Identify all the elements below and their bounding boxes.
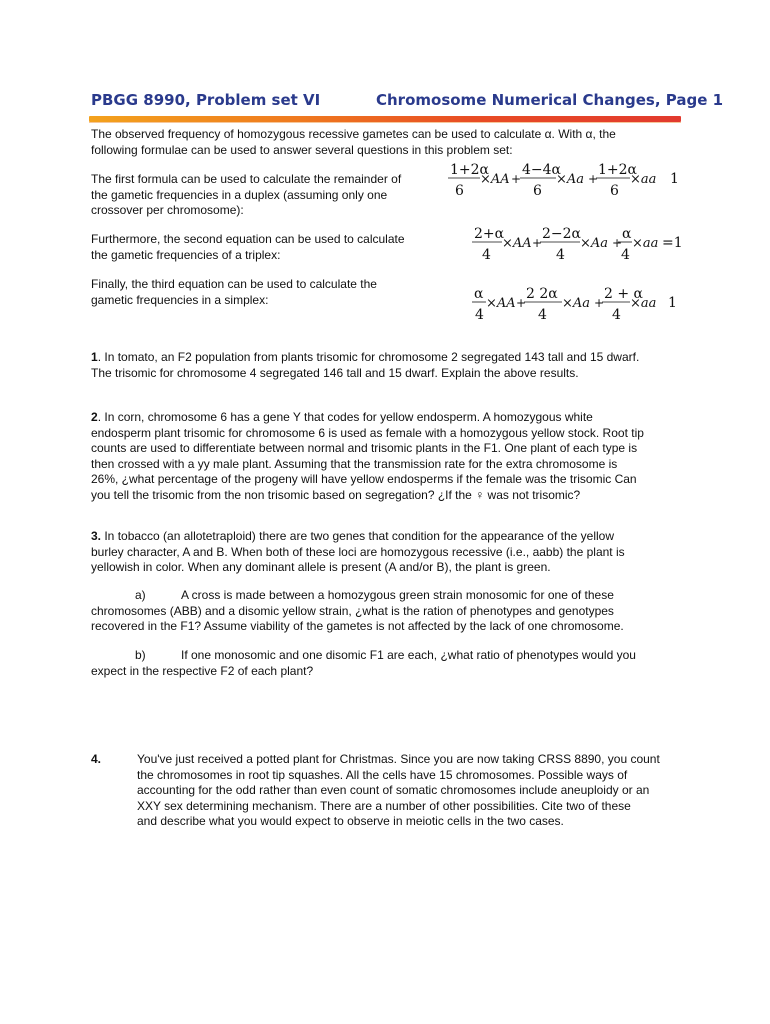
simplex-rhs: 1 xyxy=(668,295,677,311)
duplex-term1-den: 6 xyxy=(455,183,464,199)
q3-line-3: yellowish in color. When any dominant allele is present (A and/or B), the plant is green. xyxy=(91,560,551,574)
q2-line-2: endosperm plant trisomic for chromosome 6 is used as female with a homozygous yellow stock. Root tip xyxy=(91,425,644,440)
question-3a xyxy=(91,588,624,635)
triplex-rhs: =1 xyxy=(662,235,683,251)
simplex-description xyxy=(91,277,377,308)
q3-number: 3. xyxy=(91,529,102,543)
triplex-term3-den: 4 xyxy=(621,247,630,263)
question-1 xyxy=(91,350,639,381)
q3-line-2: burley character, A and B. When both of these loci are homozygous recessive (i.e., aabb) the plant is xyxy=(91,544,625,559)
simplex-term1-den: 4 xyxy=(475,307,484,323)
duplex-line-1: The first formula can be used to calculate the remainder of xyxy=(91,172,402,186)
triplex-op2: + xyxy=(612,236,623,250)
duplex-term2-num: 4−4α xyxy=(522,162,561,178)
triplex-term2-num: 2−2α xyxy=(542,226,581,242)
simplex-term3-den: 4 xyxy=(612,307,621,323)
triplex-line-2: the gametic frequencies of a triplex: xyxy=(91,247,281,262)
q4-line-5: and describe what you would expect to observe in meiotic cells in the two cases. xyxy=(137,814,564,828)
duplex-op2: + xyxy=(588,172,599,186)
simplex-term1-num: α xyxy=(474,286,484,302)
q3-line-1: In tobacco (an allotetraploid) there are two genes that condition for the appearance of the yellow xyxy=(101,529,615,543)
simplex-formula xyxy=(470,284,720,324)
simplex-term1-geno: ×AA xyxy=(486,296,516,311)
header-rule-shadow xyxy=(89,122,681,123)
duplex-formula xyxy=(440,160,690,200)
triplex-formula xyxy=(472,224,722,264)
q3b-label: b) xyxy=(135,648,146,662)
duplex-term1-geno: ×AA xyxy=(480,172,510,187)
triplex-term1-num: 2+α xyxy=(474,226,505,242)
duplex-term2-den: 6 xyxy=(533,183,542,199)
q3b-line-2: expect in the respective F2 of each plant? xyxy=(91,663,314,678)
q2-line-3: counts are used to differentiate between normal and trisomic plants in the F1. One plant of each type is xyxy=(91,441,638,455)
triplex-term3-geno: ×aa xyxy=(632,236,659,251)
q2-line-1: . In corn, chromosome 6 has a gene Y that codes for yellow endosperm. A homozygous white xyxy=(97,410,593,424)
simplex-term2-geno: ×Aa xyxy=(562,296,591,311)
question-3 xyxy=(91,529,625,576)
simplex-term3-geno: ×aa xyxy=(630,296,657,311)
q4-line-3: accounting for the odd rather than even count of somatic chromosomes include aneuploidy or an xyxy=(137,783,650,797)
duplex-term3-geno: ×aa xyxy=(630,172,657,187)
q2-line-4: then crossed with a yy male plant. Assuming that the transmission rate for the extra chromosome is xyxy=(91,456,618,471)
doc-header-right: Chromosome Numerical Changes, Page 1 xyxy=(376,91,724,109)
triplex-description xyxy=(91,232,405,263)
duplex-term3-num: 1+2α xyxy=(598,162,637,178)
q3b-line-1: If one monosomic and one disomic F1 are each, ¿what ratio of phenotypes would you xyxy=(181,648,636,662)
q3a-line-3: recovered in the F1? Assume viability of the gametes is not affected by the lack of one chromosome. xyxy=(91,619,624,633)
q1-number: 1 xyxy=(91,350,98,364)
q2-line-5: 26%, ¿what percentage of the progeny will have yellow endosperms if the female was the trisomic Can xyxy=(91,472,637,486)
doc-header-left: PBGG 8990, Problem set VI xyxy=(91,91,321,109)
q1-line-1: . In tomato, an F2 population from plants trisomic for chromosome 2 segregated 143 tall and 15 dwarf. xyxy=(97,350,640,364)
q4-line-4: XXY sex determining mechanism. There are a number of other possibilities. Cite two of these xyxy=(137,798,631,813)
question-3b xyxy=(91,648,636,679)
triplex-op1: + xyxy=(532,236,543,250)
duplex-term3-den: 6 xyxy=(610,183,619,199)
q4-line-2: the chromosomes in root tip squashes. All the cells have 15 chromosomes. Possible ways of xyxy=(137,767,628,782)
question-2 xyxy=(91,410,644,503)
q3a-line-2: chromosomes (ABB) and a disomic yellow strain, ¿what is the ration of phenotypes and genotypes xyxy=(91,603,614,618)
q2-number: 2 xyxy=(91,410,98,424)
simplex-op2: + xyxy=(594,296,605,310)
simplex-op1: + xyxy=(516,296,527,310)
triplex-term3-num: α xyxy=(622,226,632,242)
triplex-term2-geno: ×Aa xyxy=(580,236,609,251)
q2-line-6: you tell the trisomic from the non trisomic based on segregation? ¿If the ♀ was not trisomic? xyxy=(91,487,581,502)
simplex-line-2: gametic frequencies in a simplex: xyxy=(91,292,269,307)
triplex-line-1: Furthermore, the second equation can be used to calculate xyxy=(91,232,405,246)
simplex-term3-num: 2 + α xyxy=(604,286,643,302)
intro-line-2: following formulae can be used to answer several questions in this problem set: xyxy=(91,142,513,157)
duplex-op1: + xyxy=(511,172,522,186)
q4-number: 4. xyxy=(91,752,102,766)
q3a-label: a) xyxy=(135,588,146,602)
duplex-rhs: 1 xyxy=(670,171,679,187)
triplex-term1-den: 4 xyxy=(482,247,491,263)
intro-paragraph xyxy=(91,127,616,158)
duplex-line-3: crossover per chromosome): xyxy=(91,203,244,217)
question-4 xyxy=(91,752,660,830)
duplex-description xyxy=(91,172,401,219)
q1-line-2: The trisomic for chromosome 4 segregated 146 tall and 15 dwarf. Explain the above results. xyxy=(91,365,579,380)
duplex-line-2: the gametic frequencies in a duplex (assuming only one xyxy=(91,187,388,202)
simplex-term2-den: 4 xyxy=(538,307,547,323)
simplex-line-1: Finally, the third equation can be used to calculate the xyxy=(91,277,377,291)
simplex-term2-num: 2 2α xyxy=(526,286,558,302)
q4-line-1: You've just received a potted plant for Christmas. Since you are now taking CRSS 8890, you count xyxy=(137,752,660,766)
triplex-term1-geno: ×AA xyxy=(502,236,532,251)
q3a-line-1: A cross is made between a homozygous green strain monosomic for one of these xyxy=(181,588,614,602)
duplex-term1-num: 1+2α xyxy=(450,162,489,178)
duplex-term2-geno: ×Aa xyxy=(556,172,585,187)
intro-line-1: The observed frequency of homozygous recessive gametes can be used to calculate α. With α, the xyxy=(91,127,616,141)
triplex-term2-den: 4 xyxy=(556,247,565,263)
